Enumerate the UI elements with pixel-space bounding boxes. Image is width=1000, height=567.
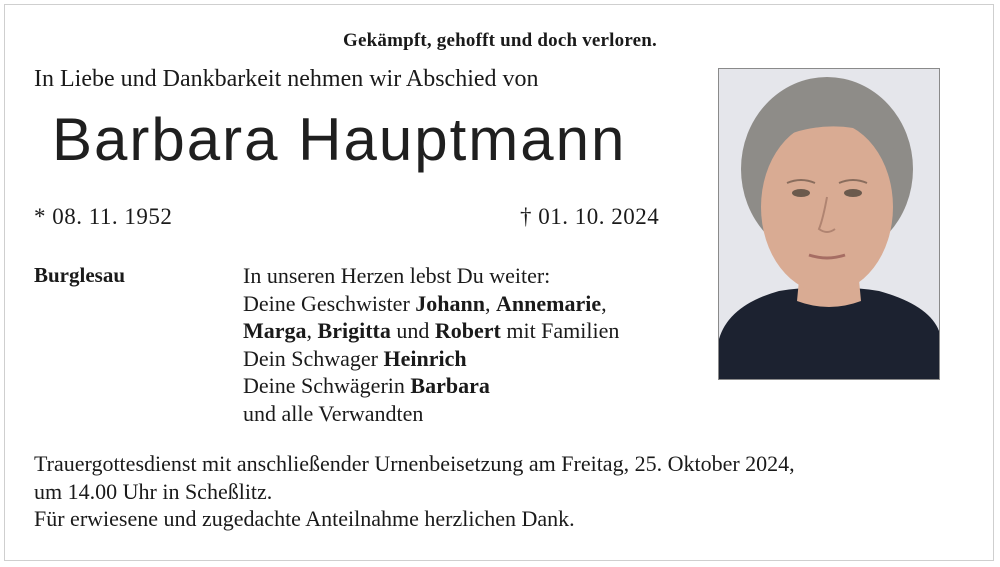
family-line: Deine Schwägerin Barbara xyxy=(243,373,490,399)
intro-text: In Liebe und Dankbarkeit nehmen wir Abschied von xyxy=(34,66,539,92)
portrait-photo xyxy=(718,68,940,380)
family-line: Dein Schwager Heinrich xyxy=(243,345,467,371)
family-line: Deine Geschwister Johann, Annemarie, xyxy=(243,290,607,316)
birth-date: * 08. 11. 1952 xyxy=(34,204,173,229)
service-info xyxy=(34,450,795,533)
service-line: Trauergottesdienst mit anschließender Urnenbeisetzung am Freitag, 25. Oktober 2024, xyxy=(34,451,795,476)
family-line: und alle Verwandten xyxy=(243,400,424,426)
family-line: In unseren Herzen lebst Du weiter: xyxy=(243,263,551,288)
death-date: † 01. 10. 2024 xyxy=(520,204,660,229)
service-line: um 14.00 Uhr in Scheßlitz. xyxy=(34,478,273,504)
service-line: Für erwiesene und zugedachte Anteilnahme herzlichen Dank. xyxy=(34,506,575,531)
portrait-illustration xyxy=(719,69,939,379)
motto: Gekämpft, gehofft und doch verloren. xyxy=(342,30,657,51)
place-name: Burglesau xyxy=(34,263,126,287)
family-list xyxy=(243,262,619,428)
family-line: Marga, Brigitta und Robert mit Familien xyxy=(243,318,620,344)
deceased-name: Barbara Hauptmann xyxy=(52,106,627,173)
